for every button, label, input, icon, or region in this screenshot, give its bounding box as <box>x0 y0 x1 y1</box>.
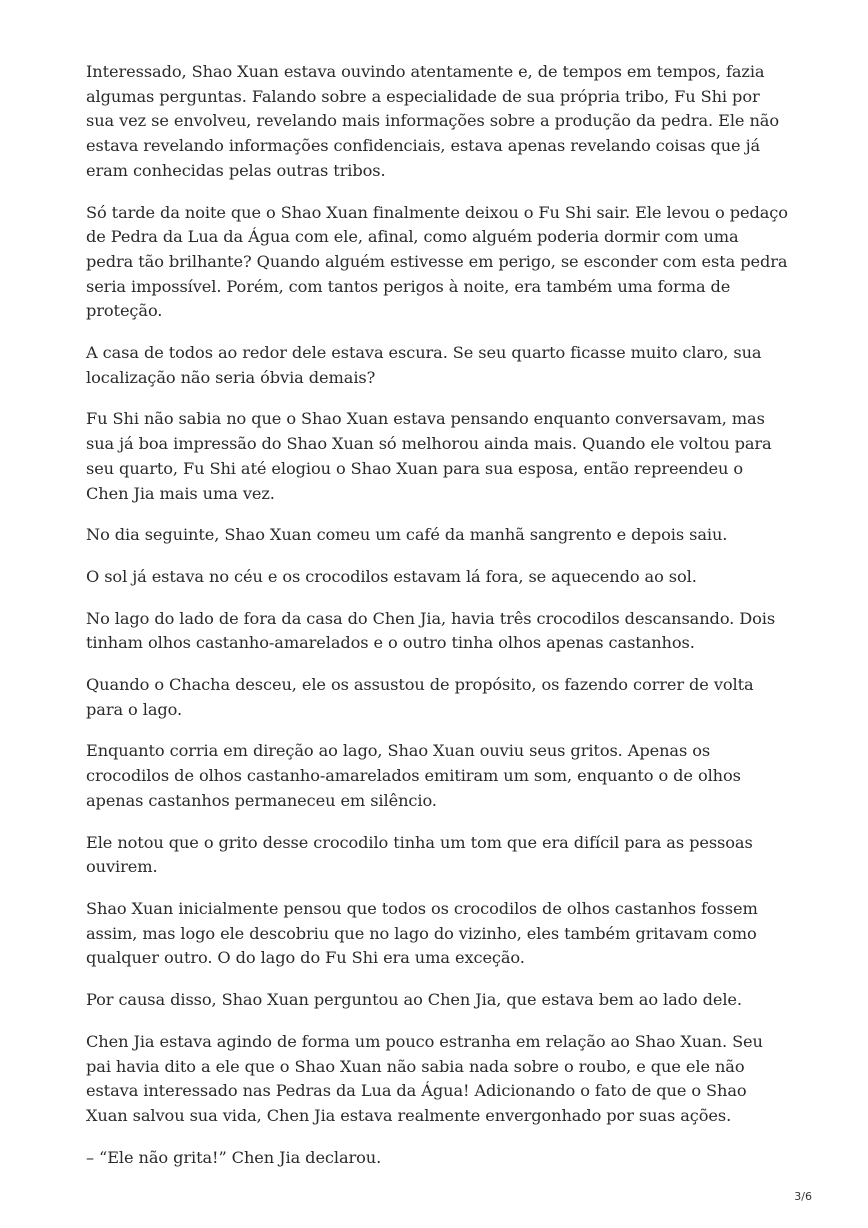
paragraph: Só tarde da noite que o Shao Xuan finalmente deixou o Fu Shi sair. Ele levou o pedaço de Pedra da Lua da Água com ele, afinal, como alguém poderia dormir com uma pedra tão brilhante? Quando alguém estivesse em perigo, se esconder com esta pedra seria impossível. Porém, com tantos perigos à noite, era também uma forma de proteção. <box>86 202 788 321</box>
paragraph: O sol já estava no céu e os crocodilos estavam lá fora, se aquecendo ao sol. <box>86 566 697 586</box>
paragraph: Por causa disso, Shao Xuan perguntou ao Chen Jia, que estava bem ao lado dele. <box>86 990 742 1010</box>
paragraph: Chen Jia estava agindo de forma um pouco estranha em relação ao Shao Xuan. Seu pai havia dito a ele que o Shao Xuan não sabia nada sobre o roubo, e que ele não estava interessado nas Pedras da Lua da Água! Adicionando o fato de que o Shao Xuan salvou sua vida, Chen Jia estava realmente envergonhado por suas ações. <box>86 1031 763 1125</box>
paragraph: No lago do lado de fora da casa do Chen Jia, havia três crocodilos descansando. Dois tinham olhos castanho-amarelados e o outro tinha olhos apenas castanhos. <box>86 608 776 653</box>
paragraph: Shao Xuan inicialmente pensou que todos os crocodilos de olhos castanhos fossem assim, mas logo ele descobriu que no lago do vizinho, eles também gritavam como qualquer outro. O do lago do Fu Shi era uma exceção. <box>86 898 758 968</box>
paragraph: No dia seguinte, Shao Xuan comeu um café da manhã sangrento e depois saiu. <box>86 525 728 545</box>
paragraph: Enquanto corria em direção ao lago, Shao Xuan ouviu seus gritos. Apenas os crocodilos de olhos castanho-amarelados emitiram um som, enquanto o de olhos apenas castanhos permaneceu em silêncio. <box>86 741 741 810</box>
paragraph: Fu Shi não sabia no que o Shao Xuan estava pensando enquanto conversavam, mas sua já boa impressão do Shao Xuan só melhorou ainda mais. Quando ele voltou para seu quarto, Fu Shi até elogiou o Shao Xuan para sua esposa, então repreendeu o Chen Jia mais uma vez. <box>86 409 772 503</box>
paragraph: – “Ele não grita!” Chen Jia declarou. <box>86 1147 382 1167</box>
paragraph: Ele notou que o grito desse crocodilo tinha um tom que era difícil para as pessoas ouvirem. <box>86 832 753 877</box>
paragraph: A casa de todos ao redor dele estava escura. Se seu quarto ficasse muito claro, sua localização não seria óbvia demais? <box>86 343 762 387</box>
paragraph: Quando o Chacha desceu, ele os assustou de propósito, os fazendo correr de volta para o lago. <box>86 675 754 719</box>
paragraph: Interessado, Shao Xuan estava ouvindo atentamente e, de tempos em tempos, fazia algumas perguntas. Falando sobre a especialidade de sua própria tribo, Fu Shi por sua vez se envolveu, revelando mais informações sobre a produção da pedra. Ele não estava revelando informações confidenciais, estava apenas revelando coisas que já eram conhecidas pelas outras tribos. <box>86 62 779 180</box>
document-body <box>86 60 790 1187</box>
page-number: 3/6 <box>794 1190 812 1203</box>
